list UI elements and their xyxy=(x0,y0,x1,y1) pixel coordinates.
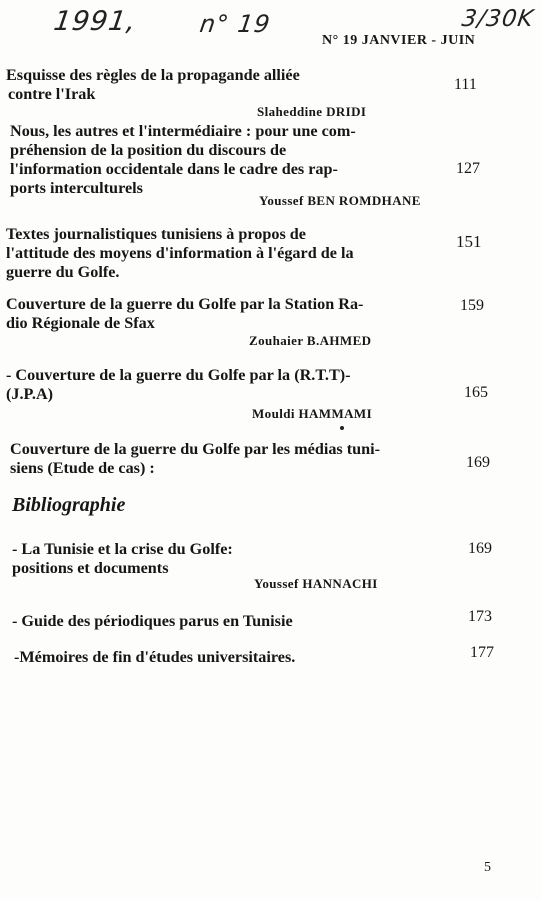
issue-line: N° 19 JANVIER - JUIN xyxy=(322,33,476,48)
toc-entry-title: Textes journalistiques tunisiens à propos de l'attitude des moyens d'information à l'égard de la guerre du Golfe. xyxy=(6,225,354,281)
toc-page-number: 151 xyxy=(456,232,482,251)
toc-entry-title: - Couverture de la guerre du Golfe par la (R.T.T)- (J.P.A) xyxy=(6,366,351,403)
folio-page-number: 5 xyxy=(484,860,491,875)
handwritten-number: n° 19 xyxy=(198,10,273,38)
handwritten-year: 1991, xyxy=(51,6,139,37)
toc-entry-title: Couverture de la guerre du Golfe par la Station Ra- dio Régionale de Sfax xyxy=(6,295,364,332)
toc-page-number: 159 xyxy=(460,297,484,314)
toc-page-number: 127 xyxy=(456,160,480,177)
section-heading: Bibliographie xyxy=(12,494,126,516)
toc-entry-author: Mouldi HAMMAMI xyxy=(252,406,373,421)
toc-entry-title: Nous, les autres et l'intermédiaire : pour une com- préhension de la position du discours de l'information occidentale dans le cadre des rap- ports interculturels xyxy=(10,122,356,197)
toc-page-number: 111 xyxy=(454,76,477,93)
toc-page-number: 169 xyxy=(468,540,492,557)
toc-entry-author: Slaheddine DRIDI xyxy=(257,104,367,119)
toc-page-number: 165 xyxy=(464,384,488,401)
toc-entry-title: - Guide des périodiques parus en Tunisie xyxy=(12,612,293,630)
toc-entry-title: -Mémoires de fin d'études universitaires. xyxy=(14,648,296,666)
toc-entry-title: - La Tunisie et la crise du Golfe: positions et documents xyxy=(12,540,233,577)
bullet-dot xyxy=(340,426,344,430)
toc-page-number: 169 xyxy=(466,454,490,471)
toc-page-number: 177 xyxy=(470,644,494,661)
handwritten-code: 3/30K xyxy=(460,6,536,32)
toc-entry-author: Youssef BEN ROMDHANE xyxy=(259,193,421,208)
toc-page-number: 173 xyxy=(468,608,492,625)
toc-entry-author: Zouhaier B.AHMED xyxy=(249,333,372,348)
toc-entry-author: Youssef HANNACHI xyxy=(254,576,378,591)
toc-entry-title: Esquisse des règles de la propagande alliée contre l'Irak xyxy=(6,66,300,103)
toc-entry-title: Couverture de la guerre du Golfe par les médias tuni- siens (Etude de cas) : xyxy=(10,440,381,477)
